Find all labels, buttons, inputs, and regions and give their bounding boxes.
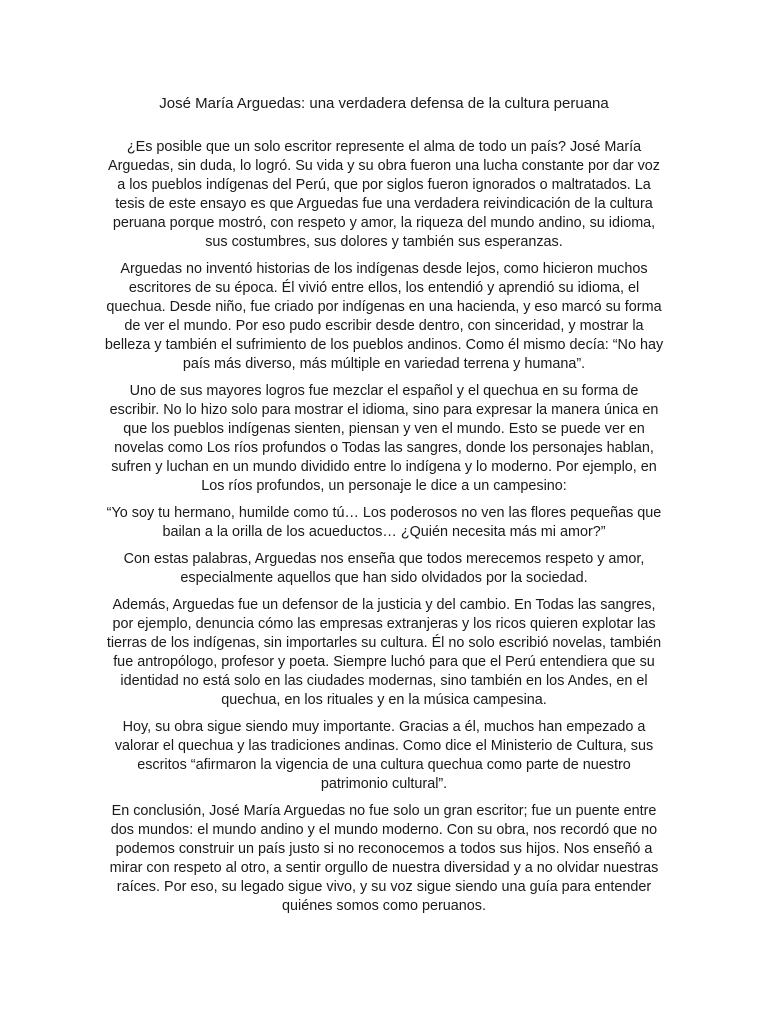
paragraph-conclusion: En conclusión, José María Arguedas no fue solo un gran escritor; fue un puente entre dos mundos: el mundo andino y el mundo moderno. Con su obra, nos recordó que no podemos construir un país justo si no reconocemos a todos sus hijos. Nos enseñó a mirar con respeto al otro, a sentir orgullo de nuestra diversidad y a no olvidar nuestras raíces. Por eso, su legado sigue vivo, y su voz sigue siendo una guía para entender quiénes somos como peruanos. <box>109 803 659 914</box>
paragraph-justice: Además, Arguedas fue un defensor de la justicia y del cambio. En Todas las sangres, por ejemplo, denuncia cómo las empresas extranjeras y los ricos quieren explotar las tierras de los indígenas, sin importarles su cultura. Él no solo escribió novelas, también fue antropólogo, profesor y poeta. Siempre luchó para que el Perú entendiera que su identidad no está solo en las ciudades modernas, sino también en los Andes, en el quechua, en los rituales y en la música campesina. <box>106 597 662 708</box>
paragraph-legacy: Hoy, su obra sigue siendo muy importante. Gracias a él, muchos han empezado a valorar el quechua y las tradiciones andinas. Como dice el Ministerio de Cultura, sus escritos “afirmaron la vigencia de una cultura quechua como parte de nuestro patrimonio cultural”. <box>114 719 654 792</box>
document-title: José María Arguedas: una verdadera defensa de la cultura peruana <box>159 95 609 112</box>
paragraph-quote-commentary: Con estas palabras, Arguedas nos enseña que todos merecemos respeto y amor, especialmente aquellos que han sido olvidados por la sociedad. <box>123 551 645 586</box>
paragraph-background: Arguedas no inventó historias de los indígenas desde lejos, como hicieron muchos escritores de su época. Él vivió entre ellos, los entendió y aprendió su idioma, el quechua. Desde niño, fue criado por indígenas en una hacienda, y eso marcó su forma de ver el mundo. Por eso pudo escribir desde dentro, con sinceridad, y mostrar la belleza y también el sufrimiento de los pueblos andinos. Como él mismo decía: “No hay país más diverso, más múltiple en variedad terrena y humana”. <box>104 261 664 372</box>
paragraph-quote: “Yo soy tu hermano, humilde como tú… Los poderosos no ven las flores pequeñas que bailan a la orilla de los acueductos… ¿Quién necesita más mi amor?” <box>106 505 662 540</box>
paragraph-introduction: ¿Es posible que un solo escritor represente el alma de todo un país? José María Arguedas, sin duda, lo logró. Su vida y su obra fueron una lucha constante por dar voz a los pueblos indígenas del Perú, que por siglos fueron ignorados o maltratados. La tesis de este ensayo es que Arguedas fue una verdadera reivindicación de la cultura peruana porque mostró, con respeto y amor, la riqueza del mundo andino, su idioma, sus costumbres, sus dolores y también sus esperanzas. <box>108 139 660 250</box>
paragraph-language: Uno de sus mayores logros fue mezclar el español y el quechua en su forma de escribir. No lo hizo solo para mostrar el idioma, sino para expresar la manera única en que los pueblos indígenas sienten, piensan y ven el mundo. Esto se puede ver en novelas como Los ríos profundos o Todas las sangres, donde los personajes hablan, sufren y luchan en un mundo dividido entre lo indígena y lo moderno. Por ejemplo, en Los ríos profundos, un personaje le dice a un campesino: <box>109 383 659 494</box>
